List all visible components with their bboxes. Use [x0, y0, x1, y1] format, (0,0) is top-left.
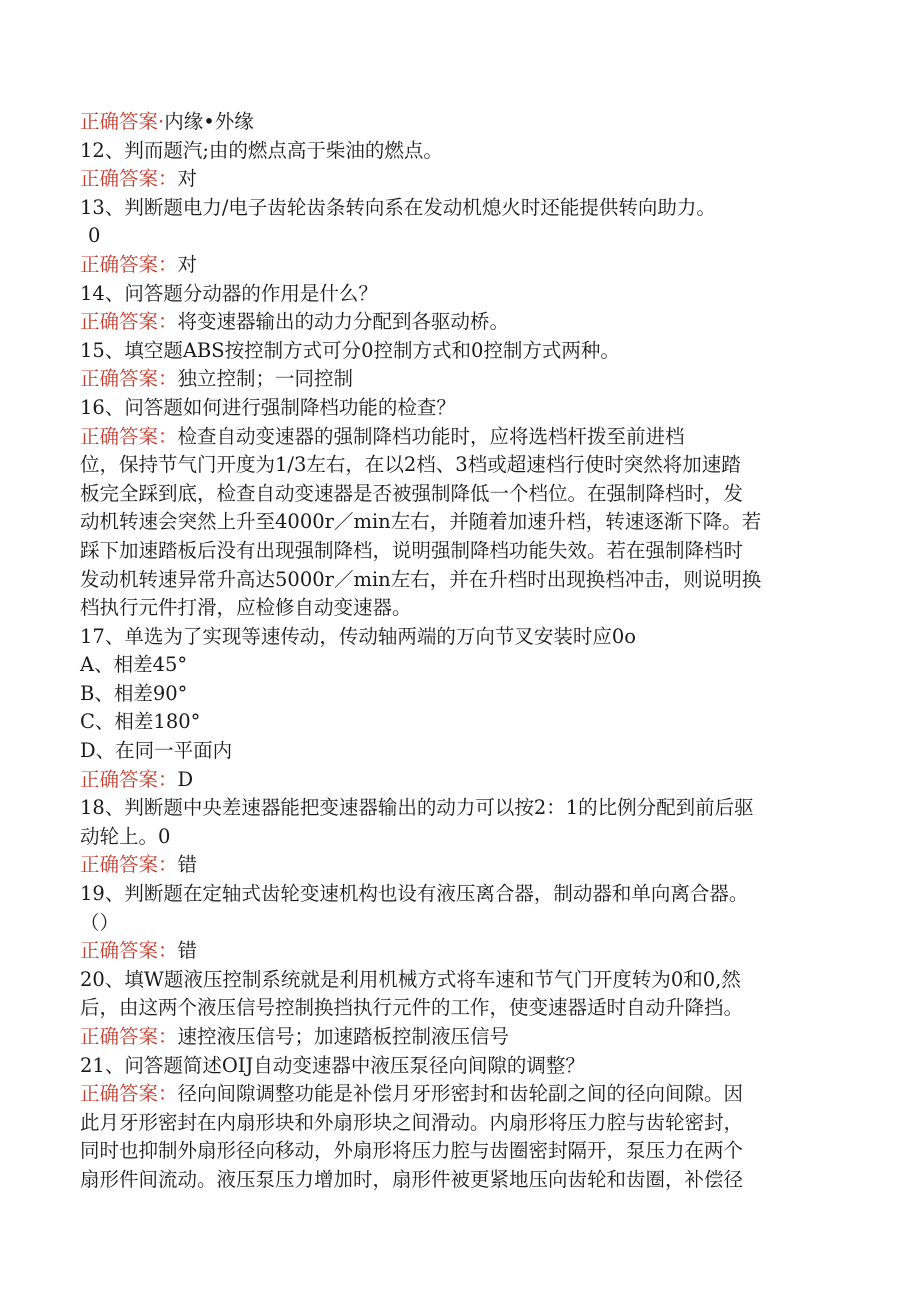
question-17: 17、单选为了实现等速传动，传动轴两端的万向节叉安装时应0o: [80, 624, 636, 648]
answer-line: [80, 1080, 840, 1109]
answer-label: 正确答案：: [80, 1082, 178, 1106]
answer-continuation: 同时也抑制外扇形径向移动，外扇形将压力腔与齿圈密封隔开，泵压力在两个: [80, 1139, 744, 1163]
answer-label: 正确答案·: [80, 110, 165, 133]
question-continuation: 后，由这两个液压信号控制换挡执行元件的工作，使变速器适时自动升降挡。: [80, 996, 744, 1020]
answer-continuation: 档执行元件打滑，应检修自动变速器。: [80, 596, 412, 620]
answer-line: [80, 851, 840, 880]
document-page: [80, 108, 840, 1195]
answer-label: 正确答案：: [80, 252, 178, 276]
option-d: D、在同一平面内: [80, 739, 233, 763]
answer-continuation: 扇形件间流动。液压泵压力增加时，扇形件被更紧地压向齿轮和齿圈，补偿径: [80, 1167, 744, 1191]
answer-text: 独立控制；一同控制: [177, 367, 354, 391]
option-b: B、相差90°: [80, 681, 188, 705]
answer-line: [80, 165, 840, 194]
answer-line: [80, 251, 840, 280]
option-c: C、相差180°: [80, 710, 201, 734]
question-19: 19、判断题在定轴式齿轮变速机构也设有液压离合器，制动器和单向离合器。: [80, 882, 749, 906]
answer-text: 径向间隙调整功能是补偿月牙形密封和齿轮副之间的径向间隙。因: [177, 1082, 744, 1106]
question-13: 13、判断题电力/电子齿轮齿条转向系在发动机熄火时还能提供转向助力。: [80, 195, 716, 219]
answer-text: 对: [177, 252, 198, 276]
answer-label: 正确答案：: [80, 310, 178, 334]
question-20: 20、填W题液压控制系统就是利用机械方式将车速和节气门开度转为0和0,然: [80, 967, 741, 991]
question-16: 16、问答题如何进行强制降档功能的检查？: [80, 395, 456, 419]
answer-line: [80, 365, 840, 394]
answer-label: 正确答案：: [80, 367, 178, 391]
answer-continuation: 动机转速会突然上升至4000r／min左右，并随着加速升档，转速逐渐下降。若: [80, 510, 762, 534]
question-blank: 0: [88, 224, 101, 248]
answer-continuation: 此月牙形密封在内扇形块和外扇形块之间滑动。内扇形将压力腔与齿轮密封，: [80, 1110, 744, 1134]
answer-label: 正确答案：: [80, 939, 178, 963]
question-14: 14、问答题分动器的作用是什么？: [80, 281, 378, 305]
answer-line: [80, 423, 840, 452]
answer-label: 正确答案：: [80, 424, 178, 448]
option-a: A、相差45°: [80, 653, 188, 677]
answer-label: 正确答案：: [80, 853, 178, 877]
answer-label: 正确答案：: [80, 1025, 178, 1048]
answer-line: [80, 108, 840, 137]
answer-continuation: 发动机转速异常升高达5000r／min左右，并在升档时出现换档冲击，则说明换: [80, 567, 762, 591]
answer-text: 检查自动变速器的强制降档功能时，应将选档杆拨至前进档: [177, 424, 685, 448]
answer-label: 正确答案：: [80, 767, 178, 791]
answer-label: 正确答案：: [80, 167, 178, 191]
answer-text: 将变速器输出的动力分配到各驱动桥。: [177, 310, 510, 334]
answer-continuation: 板完全踩到底，检查自动变速器是否被强制降低一个档位。在强制降档时，发: [80, 481, 744, 505]
answer-line: [80, 1023, 840, 1052]
answer-continuation: 位，保持节气门开度为1/3左右，在以2档、3档或超速档行使时突然将加速踏: [80, 453, 741, 477]
answer-text: 速控液压信号；加速踏板控制液压信号: [177, 1025, 510, 1048]
answer-line: [80, 937, 840, 966]
answer-text: 错: [177, 853, 198, 877]
question-18: 18、判断题中央差速器能把变速器输出的动力可以按2：1的比例分配到前后驱: [80, 796, 754, 820]
answer-text: 错: [177, 939, 198, 963]
question-15: 15、填空题ABS按控制方式可分0控制方式和0控制方式两种。: [80, 338, 620, 362]
answer-line: [80, 308, 840, 337]
question-blank: （）: [80, 910, 120, 934]
question-21: 21、问答题简述OIJ自动变速器中液压泵径向间隙的调整？: [80, 1053, 585, 1077]
answer-text: D: [177, 767, 194, 791]
answer-text: 对: [177, 167, 198, 191]
question-12: 12、判而题汽;由的燃点高于柴油的燃点。: [80, 138, 443, 162]
answer-text: 内缘•外缘: [164, 110, 254, 133]
answer-continuation: 踩下加速踏板后没有出现强制降档，说明强制降档功能失效。若在强制降档时: [80, 538, 744, 562]
answer-line: [80, 766, 840, 795]
question-continuation: 动轮上。0: [80, 824, 171, 848]
